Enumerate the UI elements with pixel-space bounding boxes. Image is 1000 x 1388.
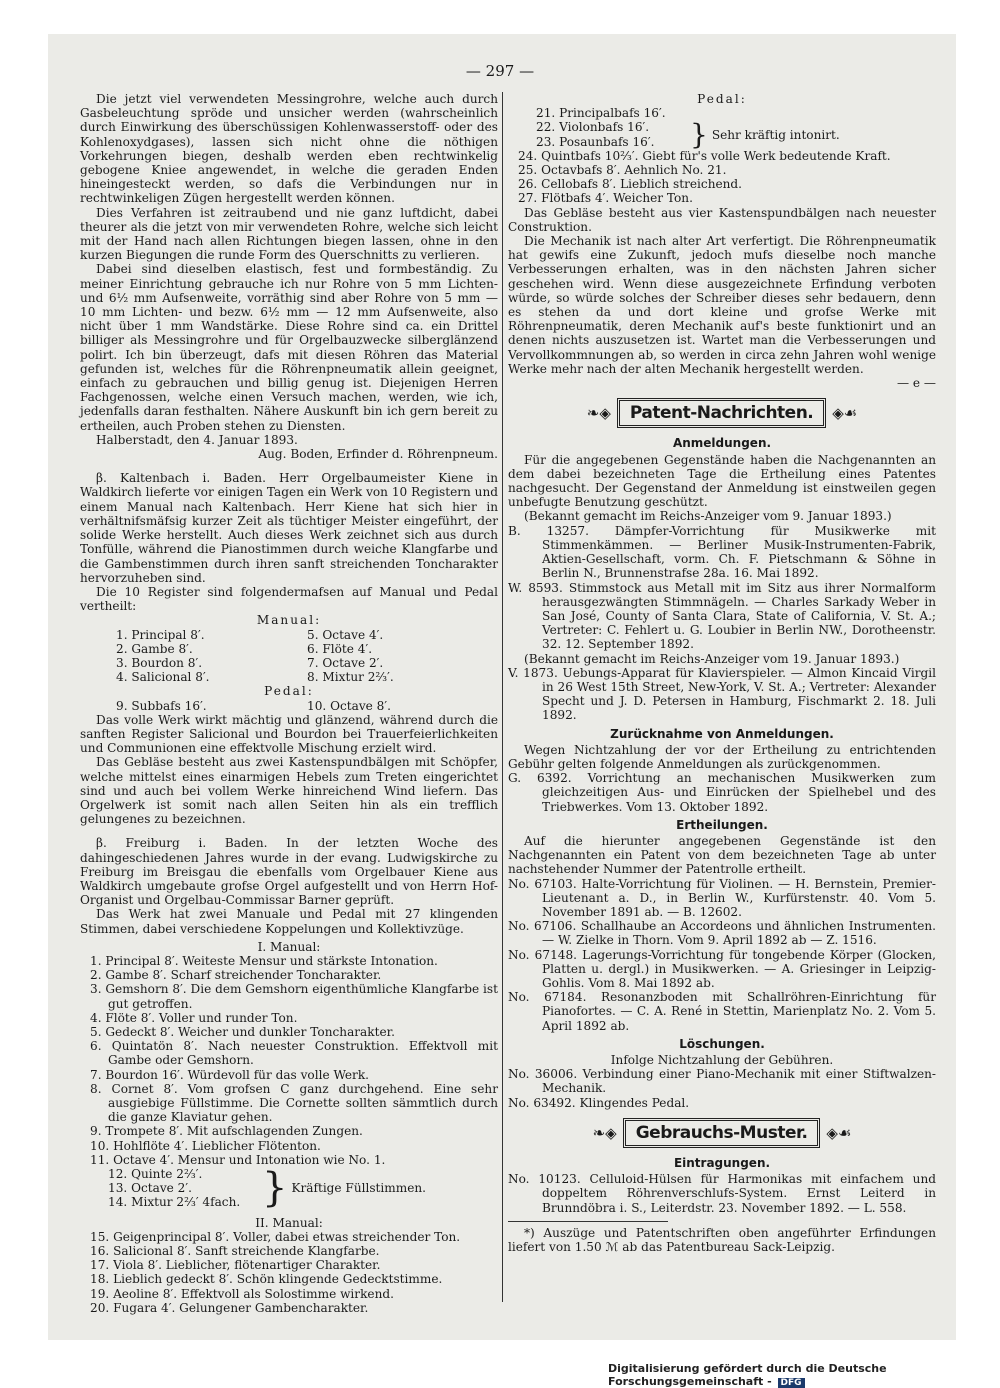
manual-heading: Manual: [256, 613, 322, 628]
fuellstimmen-group [80, 1167, 498, 1210]
ornament-icon: ◈☙ [826, 1123, 852, 1142]
patent-entry: No. 67103. Halte-Vorrichtung für Violinen. — H. Bernstein, Premier-Lieutenant a. D., in Berlin W., Kurfürstenstr. 40. Vom 5. November 1891 ab. — B. 12602. [508, 876, 936, 919]
register: 8. Cornet 8′. Vom grofsen C ganz durchgehend. Eine sehr ausgiebige Füllstimme. Die Cornette sollten sämmtlich durch die ganze Klaviatur gehen. [90, 1081, 498, 1125]
patent-entry: No. 36006. Verbindung einer Piano-Mechanik mit einer Stiftwalzen-Mechanik. [508, 1067, 936, 1096]
column-divider [502, 92, 503, 1302]
register: 4. Salicional 8′. [116, 670, 210, 685]
paragraph: Wegen Nichtzahlung der vor der Ertheilung zu entrichtenden Gebühr gelten folgende Anmeldungen als zurückgenommen. [508, 742, 936, 771]
manual-registers [80, 628, 498, 685]
register: 17. Viola 8′. Lieblicher, flötenartiger Charakter. [90, 1258, 381, 1273]
brace-note: Sehr kräftig intonirt. [711, 127, 840, 142]
author-mark: — e — [896, 376, 936, 391]
dfg-logo: DFG [778, 1378, 805, 1388]
paragraph: Dabei sind dieselben elastisch, fest und formbeständig. Zu meiner Einrichtung gebrauche ich nur Rohre von 5 mm Lichten- und 6½ mm Aufsenweite, vorräthig sind aber Rohre von 5 mm — 10 mm Lichten- und bezw. 6½ mm — 12 mm Aufsenweite, also nicht über 1 mm Wandstärke. Diese Rohre sind ca. ein Drittel billiger als Messingrohre und für Orgelbauzwecke silberglänzend polirt. Ich bin überzeugt, dafs mit diesen Röhren das Material gefunden ist, welches für die Röhrenpneumatik allein geeignet, einfach zu gebrauchen und billig genug ist. Diejenigen Herren Fachgenossen, welche einen Versuch machen, werden, wie ich, jedenfalls daran festhalten. Nähere Auskunft bin ich gern bereit zu ertheilen, auch Proben stehen zu Diensten. [80, 262, 498, 433]
section-heading: Anmeldungen. [672, 436, 772, 451]
register: 19. Aeoline 8′. Effektvoll als Solostimme wirkend. [90, 1286, 394, 1301]
banner-title: Patent-Nachrichten. [617, 398, 826, 428]
register: 3. Gemshorn 8′. Die dem Gemshorn eigenthümliche Klangfarbe ist gut getroffen. [90, 982, 498, 1011]
brace-note: Kräftige Füllstimmen. [291, 1181, 427, 1196]
section-heading: Löschungen. [679, 1036, 765, 1051]
register: 6. Quintatön 8′. Nach neuester Construktion. Effektvoll mit Gambe oder Gemshorn. [90, 1039, 498, 1068]
register: 18. Lieblich gedeckt 8′. Schön klingende Gedecktstimme. [90, 1272, 443, 1287]
section-heading: Eintragungen. [673, 1156, 771, 1171]
register: 22. Violonbafs 16′. [536, 120, 650, 135]
page-number: — 297 — [465, 62, 535, 80]
register: 11. Octave 4′. Mensur und Intonation wie No. 1. [90, 1152, 386, 1167]
register: 16. Salicional 8′. Sanft streichende Klangfarbe. [90, 1244, 380, 1259]
banner-title: Gebrauchs-Muster. [623, 1118, 821, 1148]
register: 1. Principal 8′. Weiteste Mensur und stärkste Intonation. [90, 953, 438, 968]
register: 5. Gedeckt 8′. Weicher und dunkler Toncharakter. [90, 1025, 395, 1039]
patent-banner [508, 398, 936, 428]
announcement-note: (Bekannt gemacht im Reichs-Anzeiger vom 19. Januar 1893.) [524, 651, 900, 666]
register: 12. Quinte 2⅔′. [108, 1167, 203, 1182]
pedal-list [508, 149, 936, 206]
manual-2-list [80, 1230, 498, 1315]
register: 27. Flötbafs 4′. Weicher Ton. [518, 191, 693, 206]
place-date: Halberstadt, den 4. Januar 1893. [96, 432, 298, 447]
ornament-icon: ❧◈ [592, 1123, 617, 1142]
paragraph: Die 10 Register sind folgendermafsen auf Manual und Pedal vertheilt: [80, 584, 498, 614]
register: 9. Subbafs 16′. [116, 698, 207, 713]
left-column [80, 92, 498, 1315]
manual-1-list [80, 954, 498, 1167]
register: 6. Flöte 4′. [307, 641, 373, 656]
signature: Aug. Boden, Erfinder d. Röhrenpneum. [258, 447, 498, 462]
patent-entry: B. 13257. Dämpfer-Vorrichtung für Musikwerke mit Stimmenkämmen. — Berliner Musik-Instrumenten-Fabrik, Aktien-Gesellschaft, vorm. Ch. F. Pietschmann & Söhne in Berlin N., Brunnenstrafse 28a. 16. Mai 1892. [508, 523, 936, 581]
pedal-registers [80, 699, 498, 713]
register: 23. Posaunbafs 16′. [536, 134, 655, 149]
announcement-note: (Bekannt gemacht im Reichs-Anzeiger vom 9. Januar 1893.) [524, 509, 892, 524]
register: 9. Trompete 8′. Mit aufschlagenden Zungen. [90, 1124, 363, 1139]
manual-1-heading: I. Manual: [257, 939, 321, 954]
paragraph: Auf die hierunter angegebenen Gegenstände ist den Nachgenannten ein Patent von dem bezeichneten Tage ab unter nachstehender Nummer der Patentrolle ertheilt. [508, 833, 936, 877]
register: 3. Bourdon 8′. [116, 655, 203, 670]
footnote: *) Auszüge und Patentschriften oben angeführter Erfindungen liefert von 1.50 ℳ ab das Patentbureau Sack-Leipzig. [508, 1225, 936, 1255]
pedal-heading: Pedal: [264, 684, 314, 699]
register: 7. Bourdon 16′. Würdevoll für das volle Werk. [90, 1067, 369, 1082]
patent-entry: No. 67184. Resonanzboden mit Schallröhren-Einrichtung für Pianofortes. — C. A. René in Stettin, Marienplatz No. 2. Vom 5. April 1892 ab. [508, 990, 936, 1033]
brace-glyph: } [690, 117, 708, 151]
register: 10. Octave 8′. [307, 698, 391, 713]
digitization-credit [608, 1362, 1000, 1388]
kaltenbach-article: β. Kaltenbach i. Baden. Herr Orgelbaumeister Kiene in Waldkirch lieferte vor einigen Tagen ein Werk von 10 Registern und einem Manual nach Kaltenbach. Herr Kiene hat sich hier in verhältnifsmäfsig kurzer Zeit als tüchtiger Meister eingeführt, der solide Werke herstellt. Auch dieses Werk zeichnet sich aus durch Tonfülle, während die Pianostimmen durch weiche Klangfarbe und die Gambenstimmen durch ihren sanft streichenden Toncharakter hervorzuheben sind. [80, 471, 498, 585]
register: 13. Octave 2′. [108, 1181, 192, 1196]
footnote-rule [508, 1221, 668, 1222]
paragraph: Die jetzt viel verwendeten Messingrohre, welche auch durch Gasbeleuchtung spröde und unsicher werden (wahrscheinlich durch Einwirkung des überschüssigen Kohlenwasserstoff- oder des Kohlenoxydgases), lassen sich nicht ohne die nöthigen Vorkehrungen biegen, deshalb werden eben rechtwinkelig gebogene Kniee angewendet, in welche die geraden Enden hineingesteckt werden, so dafs die Verbindungen nur in rechtwinkeligen Zügen hergestellt werden können. [80, 92, 498, 206]
patent-entry: No. 67148. Lagerungs-Vorrichtung für tongebende Körper (Glocken, Platten u. dergl.) in Musikwerken. — A. Griesinger in Leipzig-Gohlis. Vom 8. Mai 1892 ab. [508, 947, 936, 990]
ornament-icon: ◈☙ [832, 404, 858, 423]
ornament-icon: ❧◈ [586, 404, 611, 423]
section-heading: Zurücknahme von Anmeldungen. [610, 726, 834, 741]
freiburg-article: β. Freiburg i. Baden. In der letzten Woche des dahingeschiedenen Jahres wurde in der evang. Ludwigskirche zu Freiburg im Breisgau die ebenfalls vom Orgelbauer Kiene aus Waldkirch umgebaute grofse Orgel aufgestellt und von Herrn Hof-Organist und Orgelbau-Commissar Barner geprüft. [80, 836, 498, 908]
register: 5. Octave 4′. [307, 627, 384, 642]
register: 21. Principalbafs 16′. [536, 106, 666, 121]
register: 25. Octavbafs 8′. Aehnlich No. 21. [518, 163, 727, 178]
paragraph: Das Gebläse besteht aus vier Kastenspundbälgen nach neuester Construktion. [508, 205, 936, 234]
register: 24. Quintbafs 10⅔′. Giebt für's volle Werk bedeutende Kraft. [518, 148, 891, 163]
register: 1. Principal 8′. [116, 627, 205, 642]
paragraph: Infolge Nichtzahlung der Gebühren. [610, 1053, 834, 1067]
register: 20. Fugara 4′. Gelungener Gambencharakter. [90, 1300, 369, 1315]
brace-glyph: } [262, 1165, 288, 1212]
paragraph: Das volle Werk wirkt mächtig und glänzend, während durch die sanften Register Salicional und Bourdon bei Trauerfeierlichkeiten und Communionen eine effektvolle Mischung erzielt wird. [80, 712, 498, 756]
right-column [508, 92, 936, 1254]
register: 2. Gambe 8′. Scharf streichender Toncharakter. [90, 968, 382, 983]
register: 10. Hohlflöte 4′. Lieblicher Flötenton. [90, 1138, 321, 1153]
patent-entry: V. 1873. Uebungs-Apparat für Klavierspieler. — Almon Kincaid Virgil in 26 West 15th Street, New-York, V. St. A.; Vertreter: Alexander Specht und J. D. Petersen in Hamburg, Fischmarkt 2. 18. Juli 1892. [508, 665, 936, 723]
paragraph: Das Gebläse besteht aus zwei Kastenspundbälgen mit Schöpfer, welche mittelst eines einarmigen Hebels zum Treten eingerichtet sind und auch bei vollem Werke hinreichend Wind liefern. Das Orgelwerk ist somit nach allen Seiten hin als ein trefflich gelungenes zu bezeichnen. [80, 755, 498, 827]
register: 26. Cellobafs 8′. Lieblich streichend. [518, 177, 743, 192]
section-heading: Ertheilungen. [676, 817, 768, 832]
patent-entry: No. 63492. Klingendes Pedal. [508, 1095, 690, 1110]
paragraph: Die Mechanik ist nach alter Art verfertigt. Die Röhrenpneumatik hat gewifs eine Zukunft, jedoch mufs dieselbe noch manche Verbesserungen erhalten, was in den nächsten Jahren sicher geschehen wird. Wenn diese ausgezeichnete Erfindung verboten würde, so würde solches der Schreiber dieses sehr bedauern, denn es stehen da und dort kleine und grofse Werke mit Röhrenpneumatik, deren Mechanik auf's beste funktionirt und an denen nichts auszusetzen ist. Wartet man die Verbesserungen und Vervollkommnungen ab, so werden in circa zehn Jahren wohl wenige Werke mehr nach der alten Mechanik hergestellt werden. [508, 234, 936, 376]
register: 7. Octave 2′. [307, 655, 384, 670]
register: 8. Mixtur 2⅔′. [307, 670, 394, 685]
register: 2. Gambe 8′. [116, 641, 193, 656]
credit-text: Digitalisierung gefördert durch die Deutsche Forschungsgemeinschaft - [608, 1362, 887, 1388]
gebrauchsmuster-banner [508, 1118, 936, 1148]
register: 15. Geigenprincipal 8′. Voller, dabei etwas streichender Ton. [90, 1229, 461, 1244]
pedal-brace-group [508, 117, 936, 151]
paragraph: Das Werk hat zwei Manuale und Pedal mit 27 klingenden Stimmen, dabei verschiedene Koppelungen und Kollektivzüge. [80, 907, 498, 936]
patent-entry: W. 8593. Stimmstock aus Metall mit im Sitz aus ihrer Normalform herausgezwängten Stimmnägeln. — Charles Sarkady Weber in San José, County of Santa Clara, State of California, V. St. A.; Vertreter: C. Fehlert u. G. Loubier in Berlin NW., Dorotheenstr. 32. 12. September 1892. [508, 580, 936, 652]
patent-entry: G. 6392. Vorrichtung an mechanischen Musikwerken zum gleichzeitigen Aus- und Einrücken der Spielhebel und des Triebwerkes. Vom 13. Oktober 1892. [508, 771, 936, 814]
register: 4. Flöte 8′. Voller und runder Ton. [90, 1010, 298, 1025]
patent-entry: No. 10123. Celluloid-Hülsen für Harmonikas mit einfachem und doppeltem Röhrenverschlufs-System. Ernst Leiterd in Brunndöbra i. S., Leiterdstr. 23. November 1892. — L. 558. [508, 1172, 936, 1215]
paragraph: Für die angegebenen Gegenstände haben die Nachgenannten an dem dabei bezeichneten Tage die Ertheilung eines Patentes nachgesucht. Der Gegenstand der Anmeldung ist einstweilen gegen unbefugte Benutzung geschützt. [508, 452, 936, 510]
manual-2-heading: II. Manual: [255, 1215, 323, 1230]
pedal-heading: Pedal: [697, 92, 747, 106]
register: 14. Mixtur 2⅔′ 4fach. [108, 1195, 241, 1210]
patent-entry: No. 67106. Schallhaube an Accordeons und ähnlichen Instrumenten. — W. Zielke in Thorn. Vom 9. April 1892 ab — Z. 1516. [508, 919, 936, 948]
paragraph: Dies Verfahren ist zeitraubend und nie ganz luftdicht, dabei theurer als die jetzt von mir verwendeten Rohre, welche sich leicht mit der Hand nach allen Richtungen biegen lassen, ohne in den kurzen Biegungen die runde Form des Querschnitts zu verlieren. [80, 205, 498, 263]
